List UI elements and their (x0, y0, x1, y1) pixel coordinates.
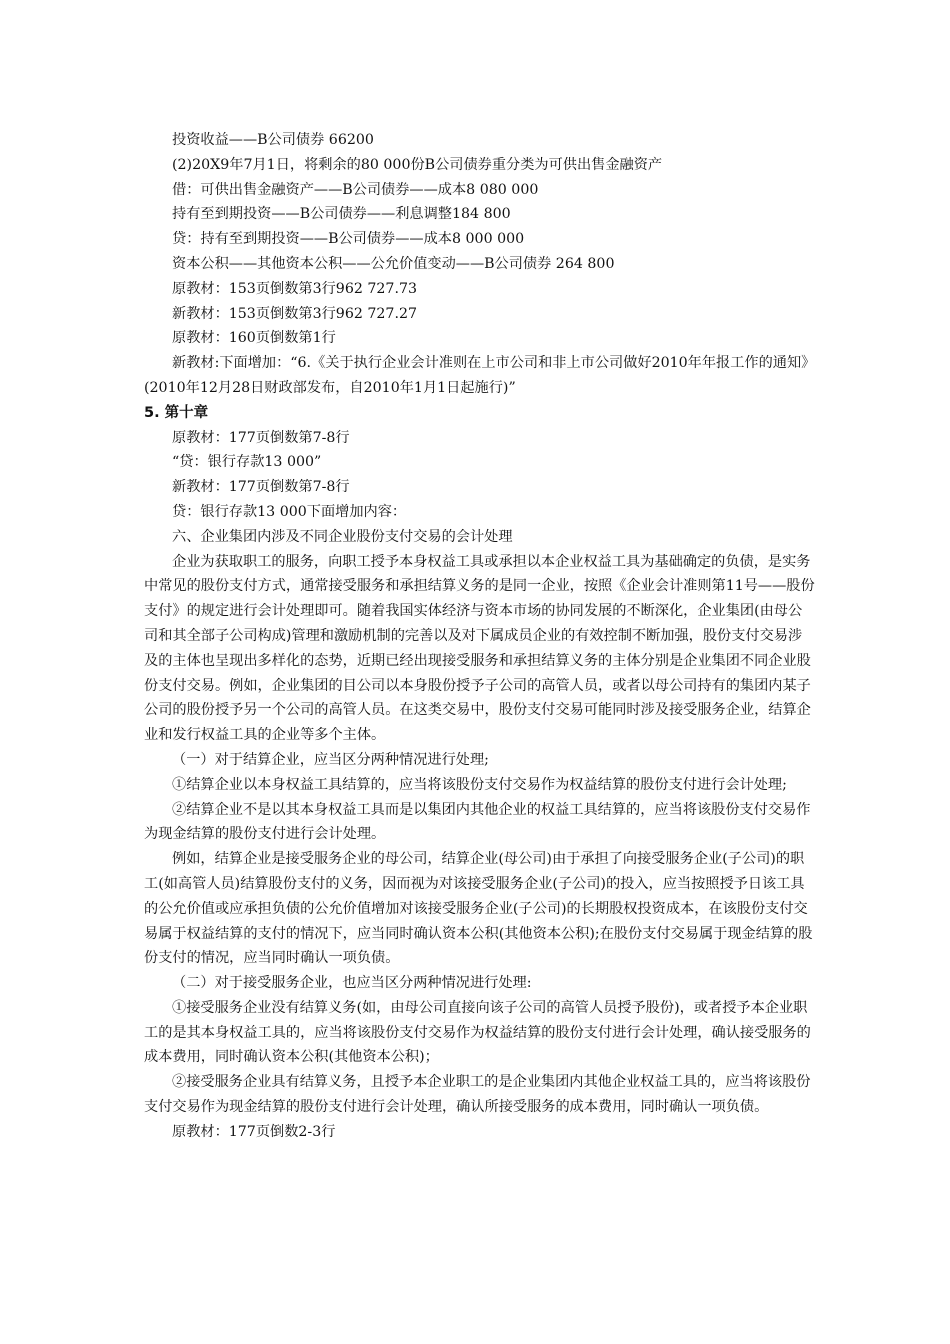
text-line: 贷：银行存款13 000下面增加内容： (172, 503, 407, 520)
text-line: 持有至到期投资——B公司债券——利息调整184 800 (172, 206, 511, 223)
document-body (144, 128, 816, 1145)
text-paragraph: ②接受服务企业具有结算义务，且授予本企业职工的是企业集团内其他企业权益工具的，应当将该股份支付交易作为现金结算的股份支付进行会计处理，确认所接受服务的成本费用，同时确认一项负债。 (144, 1074, 811, 1116)
section-heading: 5. 第十章 (144, 404, 209, 421)
text-line: (2)20X9年7月1日，将剩余的80 000份B公司债券重分类为可供出售金融资产 (172, 156, 663, 173)
subsection-heading: 六、企业集团内涉及不同企业股份支付交易的会计处理 (172, 528, 513, 545)
text-line: 新教材：153页倒数第3行962 727.27 (172, 305, 418, 322)
text-line: 资本公积——其他资本公积——公允价值变动——B公司债券 264 800 (172, 255, 615, 272)
text-line: 原教材：177页倒数第7-8行 (172, 429, 350, 446)
text-line: 原教材：153页倒数第3行962 727.73 (172, 280, 418, 297)
text-line: “贷：银行存款13 000” (172, 454, 322, 471)
text-line: 借：可供出售金融资产——B公司债券——成本8 080 000 (172, 181, 539, 198)
text-paragraph: 企业为获取职工的服务，向职工授予本身权益工具或承担以本企业权益工具为基础确定的负债，是实务中常见的股份支付方式，通常接受服务和承担结算义务的是同一企业，按照《企业会计准则第11号——股份支付》的规定进行会计处理即可。随着我国实体经济与资本市场的协同发展的不断深化，企业集团(由母公司和其全部子公司构成)管理和激励机制的完善以及对下属成员企业的有效控制不断加强，股份支付交易涉及的主体也呈现出多样化的态势，近期已经出现接受服务和承担结算义务的主体分别是企业集团不同企业股份支付交易。例如，企业集团的目公司以本身股份授予子公司的高管人员，或者以母公司持有的集团内某子公司的股份授予另一个公司的高管人员。在这类交易中，股份支付交易可能同时涉及接受服务企业，结算企业和发行权益工具的企业等多个主体。 (144, 553, 815, 744)
text-line: （二）对于接受服务企业，也应当区分两种情况进行处理: (172, 975, 532, 992)
text-paragraph: ②结算企业不是以其本身权益工具而是以集团内其他企业的权益工具结算的，应当将该股份支付交易作为现金结算的股份支付进行会计处理。 (144, 801, 811, 843)
text-paragraph: 新教材:下面增加：“6.《关于执行企业会计准则在上市公司和非上市公司做好2010年年报工作的通知》(2010年12月28日财政部发布，自2010年1月1日起施行)” (144, 355, 816, 396)
text-line: 原教材：160页倒数第1行 (172, 330, 336, 347)
text-paragraph: ①接受服务企业没有结算义务(如，由母公司直接向该子公司的高管人员授予股份)，或者授予本企业职工的是其本身权益工具的，应当将该股份支付交易作为权益结算的股份支付进行会计处理，确认接受服务的成本费用，同时确认资本公积(其他资本公积)； (144, 999, 811, 1066)
text-line: 原教材：177页倒数2-3行 (172, 1123, 336, 1140)
text-paragraph: ①结算企业以本身权益工具结算的，应当将该股份支付交易作为权益结算的股份支付进行会计处理; (172, 776, 787, 793)
text-paragraph: 例如，结算企业是接受服务企业的母公司，结算企业(母公司)由于承担了向接受服务企业(子公司)的职工(如高管人员)结算股份支付的义务，因而视为对该接受服务企业(子公司)的投入，应当按照授予日该工具的公允价值或应承担负债的公允价值增加对该接受服务企业(子公司)的长期股权投资成本，在该股份支付交易属于权益结算的支付的情况下，应当同时确认资本公积(其他资本公积);在股份支付交易属于现金结算的股份支付的情况，应当同时确认一项负债。 (144, 851, 813, 967)
text-line: 贷：持有至到期投资——B公司债券——成本8 000 000 (172, 231, 525, 248)
text-line: 投资收益——B公司债券 66200 (172, 132, 374, 148)
text-line: 新教材：177页倒数第7-8行 (172, 479, 350, 496)
text-line: （一）对于结算企业，应当区分两种情况进行处理; (172, 751, 489, 768)
